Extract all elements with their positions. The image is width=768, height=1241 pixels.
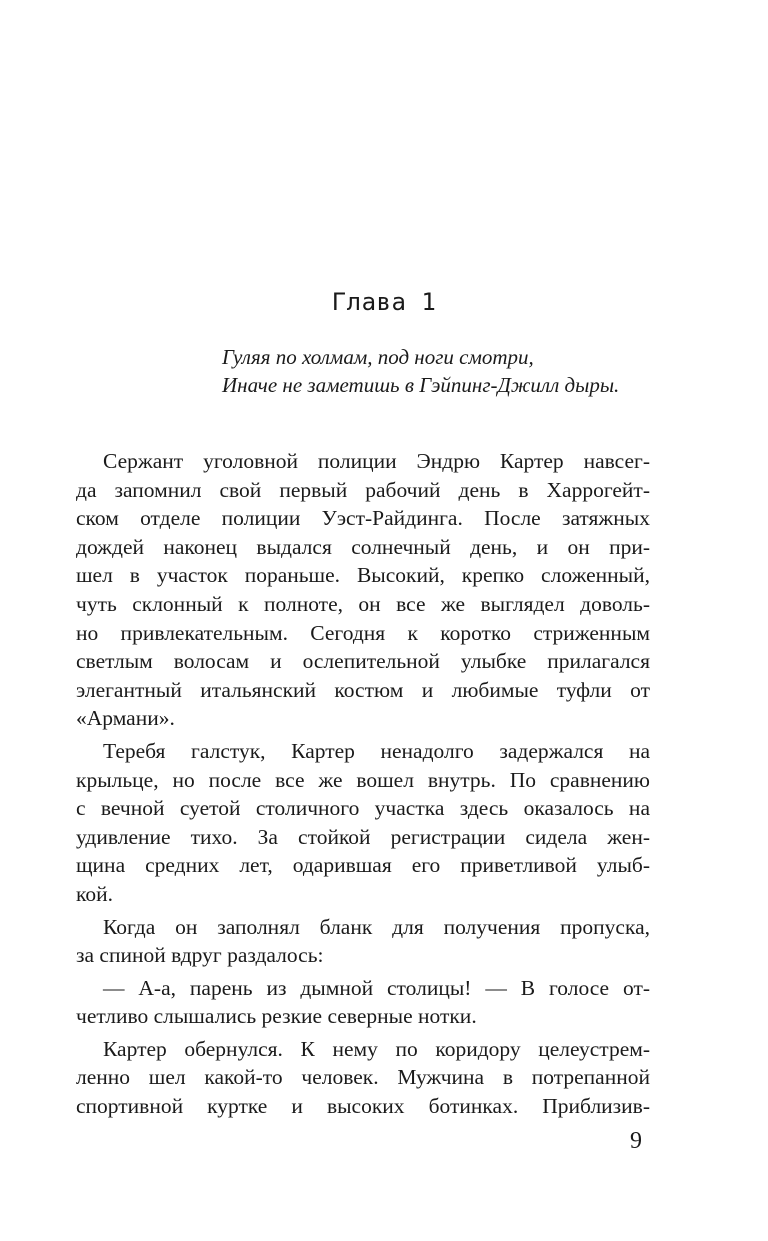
text-line: кой. [76,881,113,906]
text-line: дождей наконец выдался солнечный день, и он при- [76,534,650,559]
text-line: спортивной куртке и высоких ботинках. Приблизив- [76,1094,650,1119]
paragraph [76,737,650,909]
text-line: шел в участок пораньше. Высокий, крепко сложенный, [76,563,650,588]
page-number: 9 [630,1128,642,1154]
paragraph [76,1035,650,1121]
text-line: Картер обернулся. К нему по коридору целеустрем- [103,1036,650,1061]
epigraph-line: Иначе не заметишь в Гэйпинг-Джилл дыры. [222,373,620,397]
text-line: Сержант уголовной полиции Эндрю Картер навсег- [103,449,650,473]
text-line: но привлекательным. Сегодня к коротко стриженным [76,620,650,645]
text-line: ском отделе полиции Уэст-Райдинга. После затяжных [76,506,650,531]
text-line: Когда он заполнял бланк для получения пропуска, [103,914,650,939]
text-line: чуть склонный к полноте, он все же выглядел доволь- [76,591,650,616]
text-line: щина средних лет, одарившая его приветливой улыб- [76,853,650,878]
epigraph [222,343,619,399]
text-line: «Армани». [76,706,175,731]
paragraph [76,974,650,1031]
text-line: элегантный итальянский костюм и любимые туфли от [76,677,650,702]
text-line: с вечной суетой столичного участка здесь оказалось на [76,796,650,821]
text-line: за спиной вдруг раздалось: [76,943,324,968]
text-line: четливо слышались резкие северные нотки. [76,1004,477,1029]
text-line: крыльце, но после все же вошел внутрь. По сравнению [76,767,650,792]
body-text [76,447,650,1121]
text-line: да запомнил свой первый рабочий день в Харрогейт- [76,477,650,502]
text-line: Теребя галстук, Картер ненадолго задержался на [103,738,650,763]
paragraph [76,913,650,970]
text-line: ленно шел какой-то человек. Мужчина в потрепанной [76,1065,650,1090]
text-line: удивление тихо. За стойкой регистрации сидела жен- [76,824,650,849]
chapter-title: Глава 1 [331,288,437,316]
paragraph [76,447,650,733]
epigraph-line: Гуляя по холмам, под ноги смотри, [222,345,534,369]
text-line: светлым волосам и ослепительной улыбке прилагался [76,649,650,674]
text-line: — А-а, парень из дымной столицы! — В голосе от- [103,975,650,1000]
